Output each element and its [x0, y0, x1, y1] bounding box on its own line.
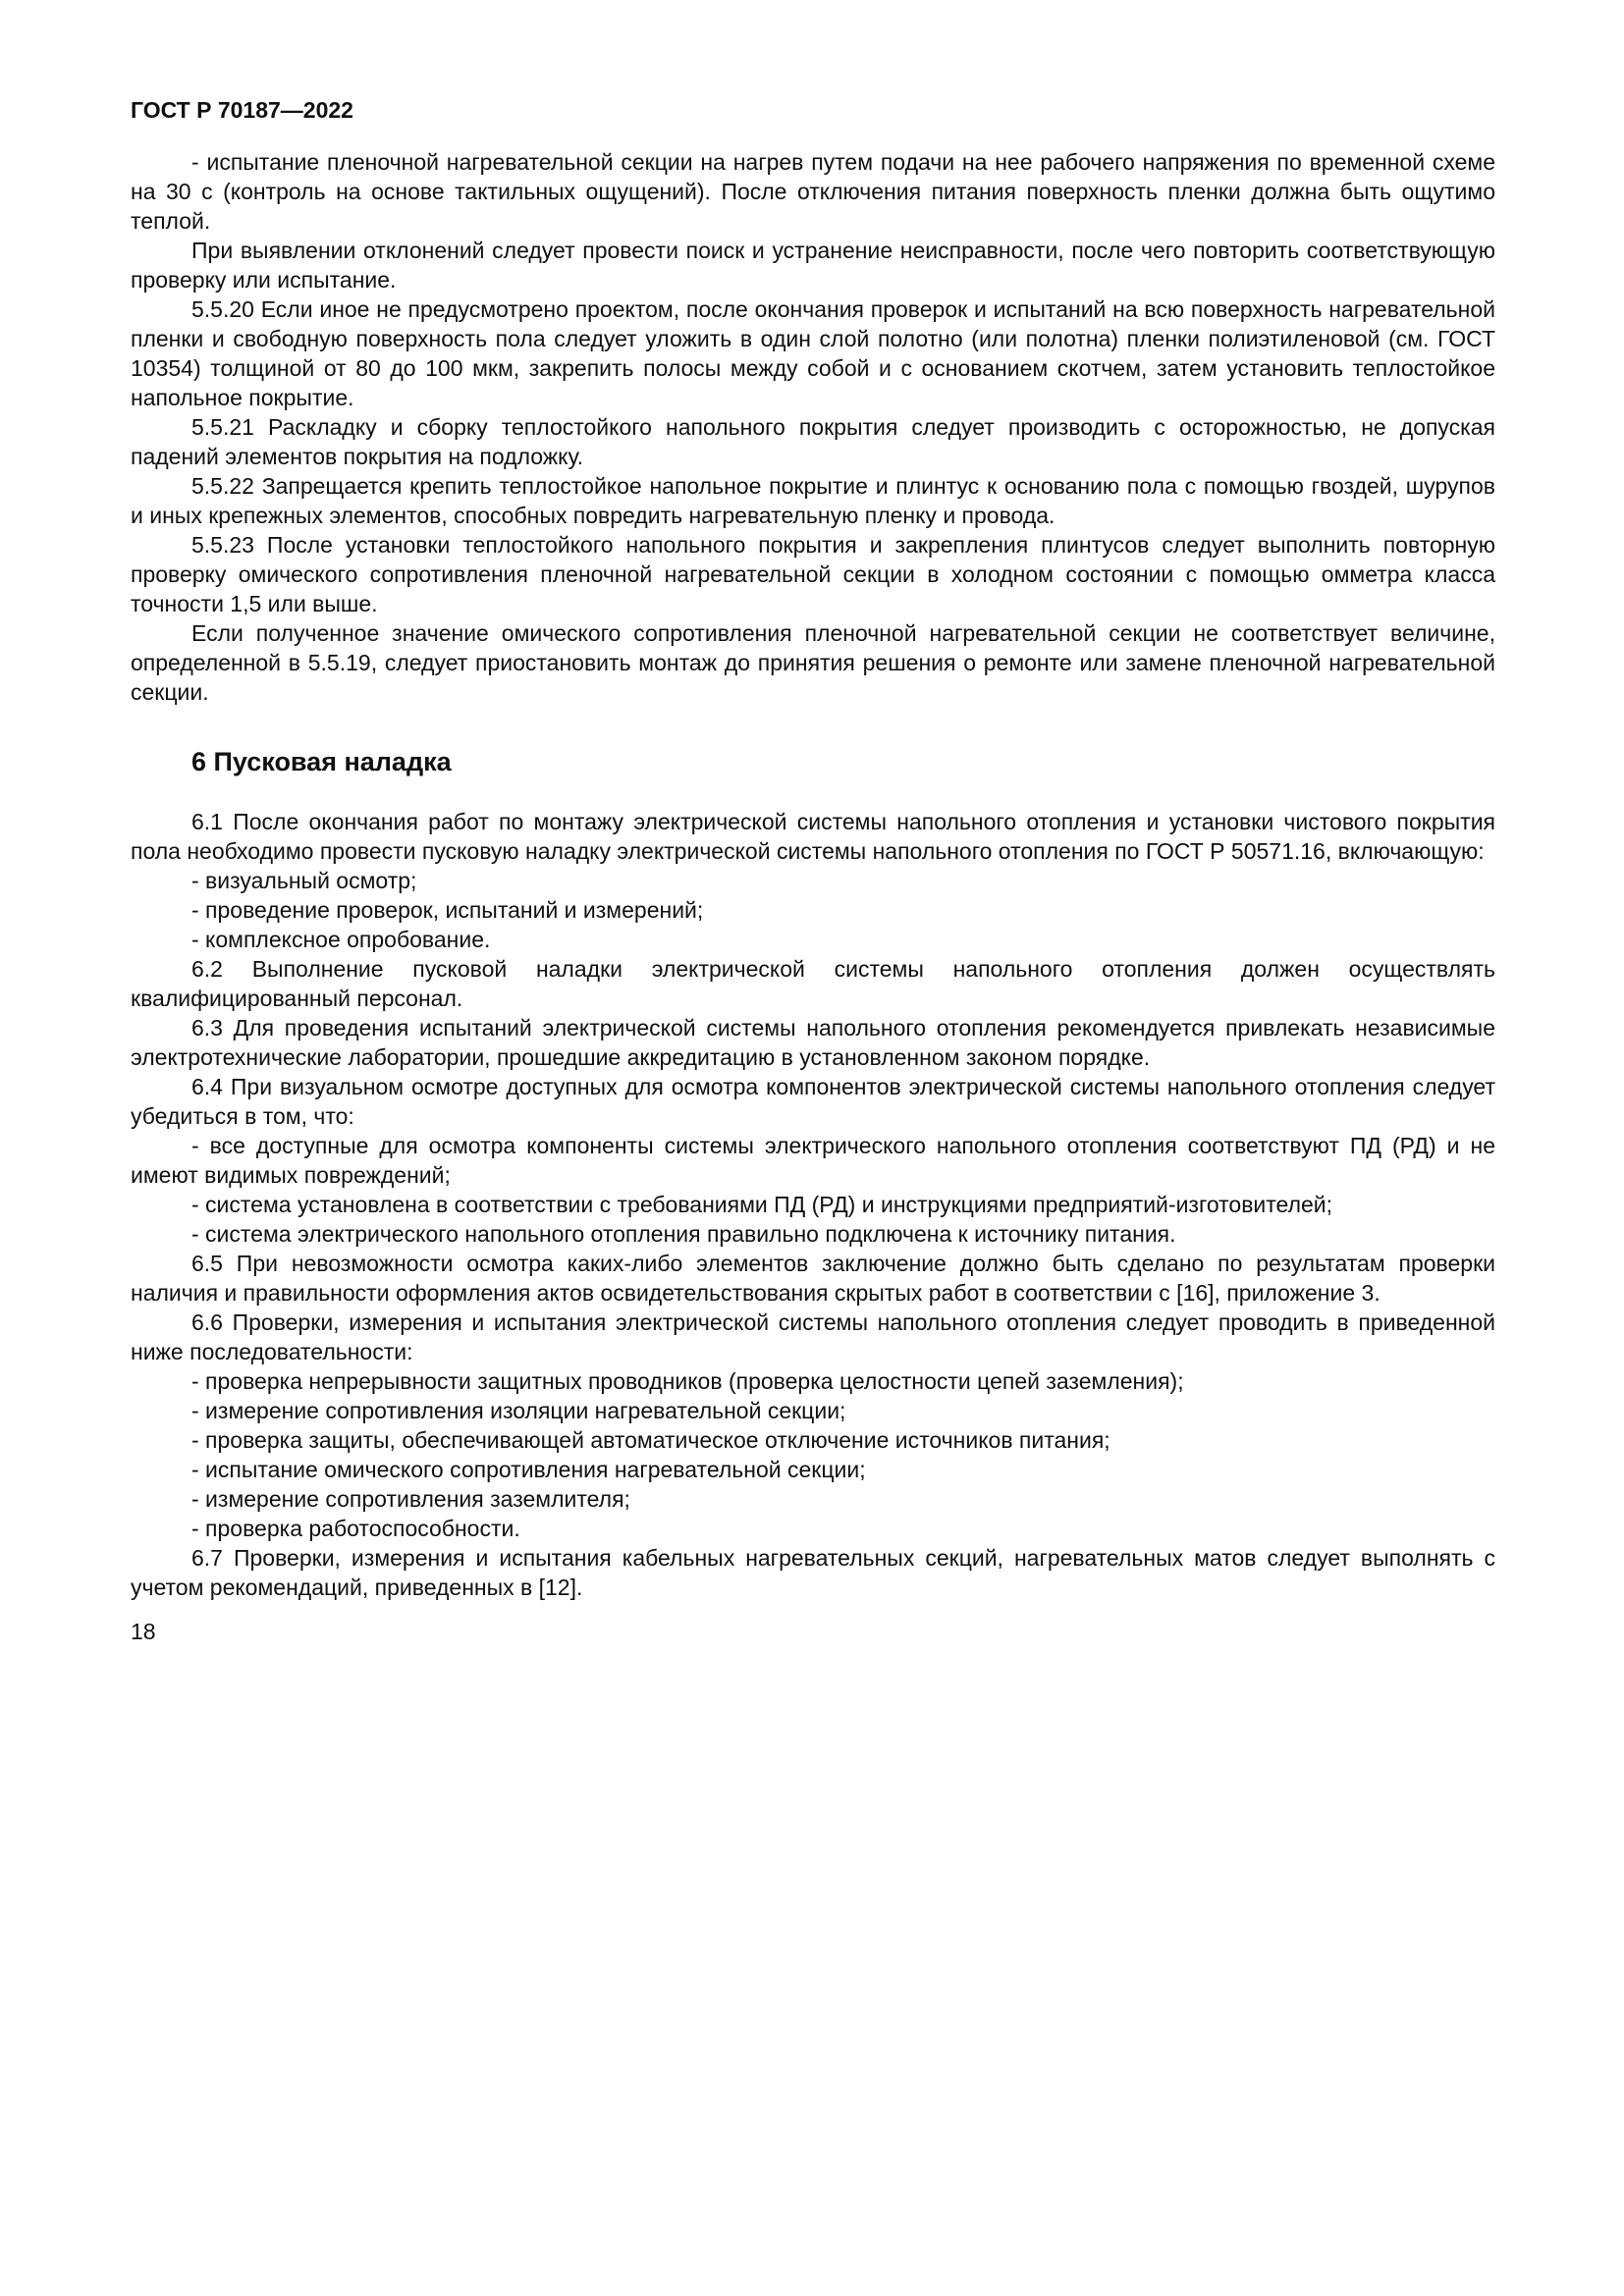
- list-item: - система электрического напольного отопления правильно подключена к источнику питания.: [191, 1221, 1176, 1247]
- paragraph: 6.3 Для проведения испытаний электрической системы напольного отопления рекомендуется привлекать независимые электротехнические лаборатории, прошедшие аккредитацию в установленном законом порядке.: [131, 1015, 1495, 1070]
- list-item: - проведение проверок, испытаний и измерений;: [191, 897, 704, 923]
- document-body: [131, 147, 1495, 1602]
- list-item: - проверка работоспособности.: [191, 1516, 520, 1541]
- paragraph: 5.5.22 Запрещается крепить теплостойкое напольное покрытие и плинтус к основанию пола с помощью гвоздей, шурупов и иных крепежных элементов, способных повредить нагревательную пленку и провода.: [131, 473, 1495, 528]
- list-item: - проверка защиты, обеспечивающей автоматическое отключение источников питания;: [191, 1427, 1110, 1453]
- paragraph: 6.6 Проверки, измерения и испытания электрической системы напольного отопления следует проводить в приведенной ниже последовательности:: [131, 1309, 1495, 1364]
- document-header: ГОСТ Р 70187—2022: [131, 97, 353, 123]
- paragraph: 6.1 После окончания работ по монтажу электрической системы напольного отопления и установки чистового покрытия пола необходимо провести пусковую наладку электрической системы напольного отопления по ГОСТ Р 50571.16, включающую:: [131, 809, 1495, 864]
- paragraph: 6.2 Выполнение пусковой наладки электрической системы напольного отопления должен осуществлять квалифицированный персонал.: [131, 956, 1495, 1011]
- paragraph: 6.7 Проверки, измерения и испытания кабельных нагревательных секций, нагревательных матов следует выполнять с учетом рекомендаций, приведенных в [12].: [131, 1545, 1495, 1600]
- list-item: - измерение сопротивления изоляции нагревательной секции;: [191, 1398, 846, 1423]
- list-item: - комплексное опробование.: [191, 927, 491, 952]
- paragraph: - испытание пленочной нагревательной секции на нагрев путем подачи на нее рабочего напряжения по временной схеме на 30 с (контроль на основе тактильных ощущений). После отключения питания поверхность пленки должна быть ощутимо теплой.: [131, 149, 1495, 234]
- paragraph: 6.4 При визуальном осмотре доступных для осмотра компонентов электрической системы напольного отопления следует убедиться в том, что:: [131, 1074, 1495, 1129]
- page-number: 18: [131, 1619, 156, 1644]
- list-item: - все доступные для осмотра компоненты системы электрического напольного отопления соответствуют ПД (РД) и не имеют видимых повреждений;: [131, 1133, 1495, 1188]
- section-heading: 6 Пусковая наладка: [191, 747, 452, 776]
- paragraph: 5.5.21 Раскладку и сборку теплостойкого напольного покрытия следует производить с осторожностью, не допуская падений элементов покрытия на подложку.: [131, 414, 1495, 469]
- paragraph: Если полученное значение омического сопротивления пленочной нагревательной секции не соответствует величине, определенной в 5.5.19, следует приостановить монтаж до принятия решения о ремонте или замене пленочной нагревательной секции.: [131, 620, 1495, 705]
- list-item: - испытание омического сопротивления нагревательной секции;: [191, 1457, 866, 1482]
- list-item: - система установлена в соответствии с требованиями ПД (РД) и инструкциями предприятий-изготовителей;: [191, 1192, 1333, 1217]
- paragraph: 5.5.20 Если иное не предусмотрено проектом, после окончания проверок и испытаний на всю поверхность нагревательной пленки и свободную поверхность пола следует уложить в один слой полотно (или полотна) пленки полиэтиленовой (см. ГОСТ 10354) толщиной от 80 до 100 мкм, закрепить полосы между собой и с основанием скотчем, затем установить теплостойкое напольное покрытие.: [131, 296, 1495, 410]
- list-item: - визуальный осмотр;: [191, 868, 417, 893]
- list-item: - проверка непрерывности защитных проводников (проверка целостности цепей заземления);: [191, 1368, 1184, 1394]
- paragraph: 5.5.23 После установки теплостойкого напольного покрытия и закрепления плинтусов следует выполнить повторную проверку омического сопротивления пленочной нагревательной секции в холодном состоянии с помощью омметра класса точности 1,5 или выше.: [131, 532, 1495, 616]
- paragraph: При выявлении отклонений следует провести поиск и устранение неисправности, после чего повторить соответствующую проверку или испытание.: [131, 238, 1495, 293]
- paragraph: 6.5 При невозможности осмотра каких-либо элементов заключение должно быть сделано по результатам проверки наличия и правильности оформления актов освидетельствования скрытых работ в соответствии с [16], приложение 3.: [131, 1251, 1495, 1306]
- list-item: - измерение сопротивления заземлителя;: [191, 1486, 630, 1512]
